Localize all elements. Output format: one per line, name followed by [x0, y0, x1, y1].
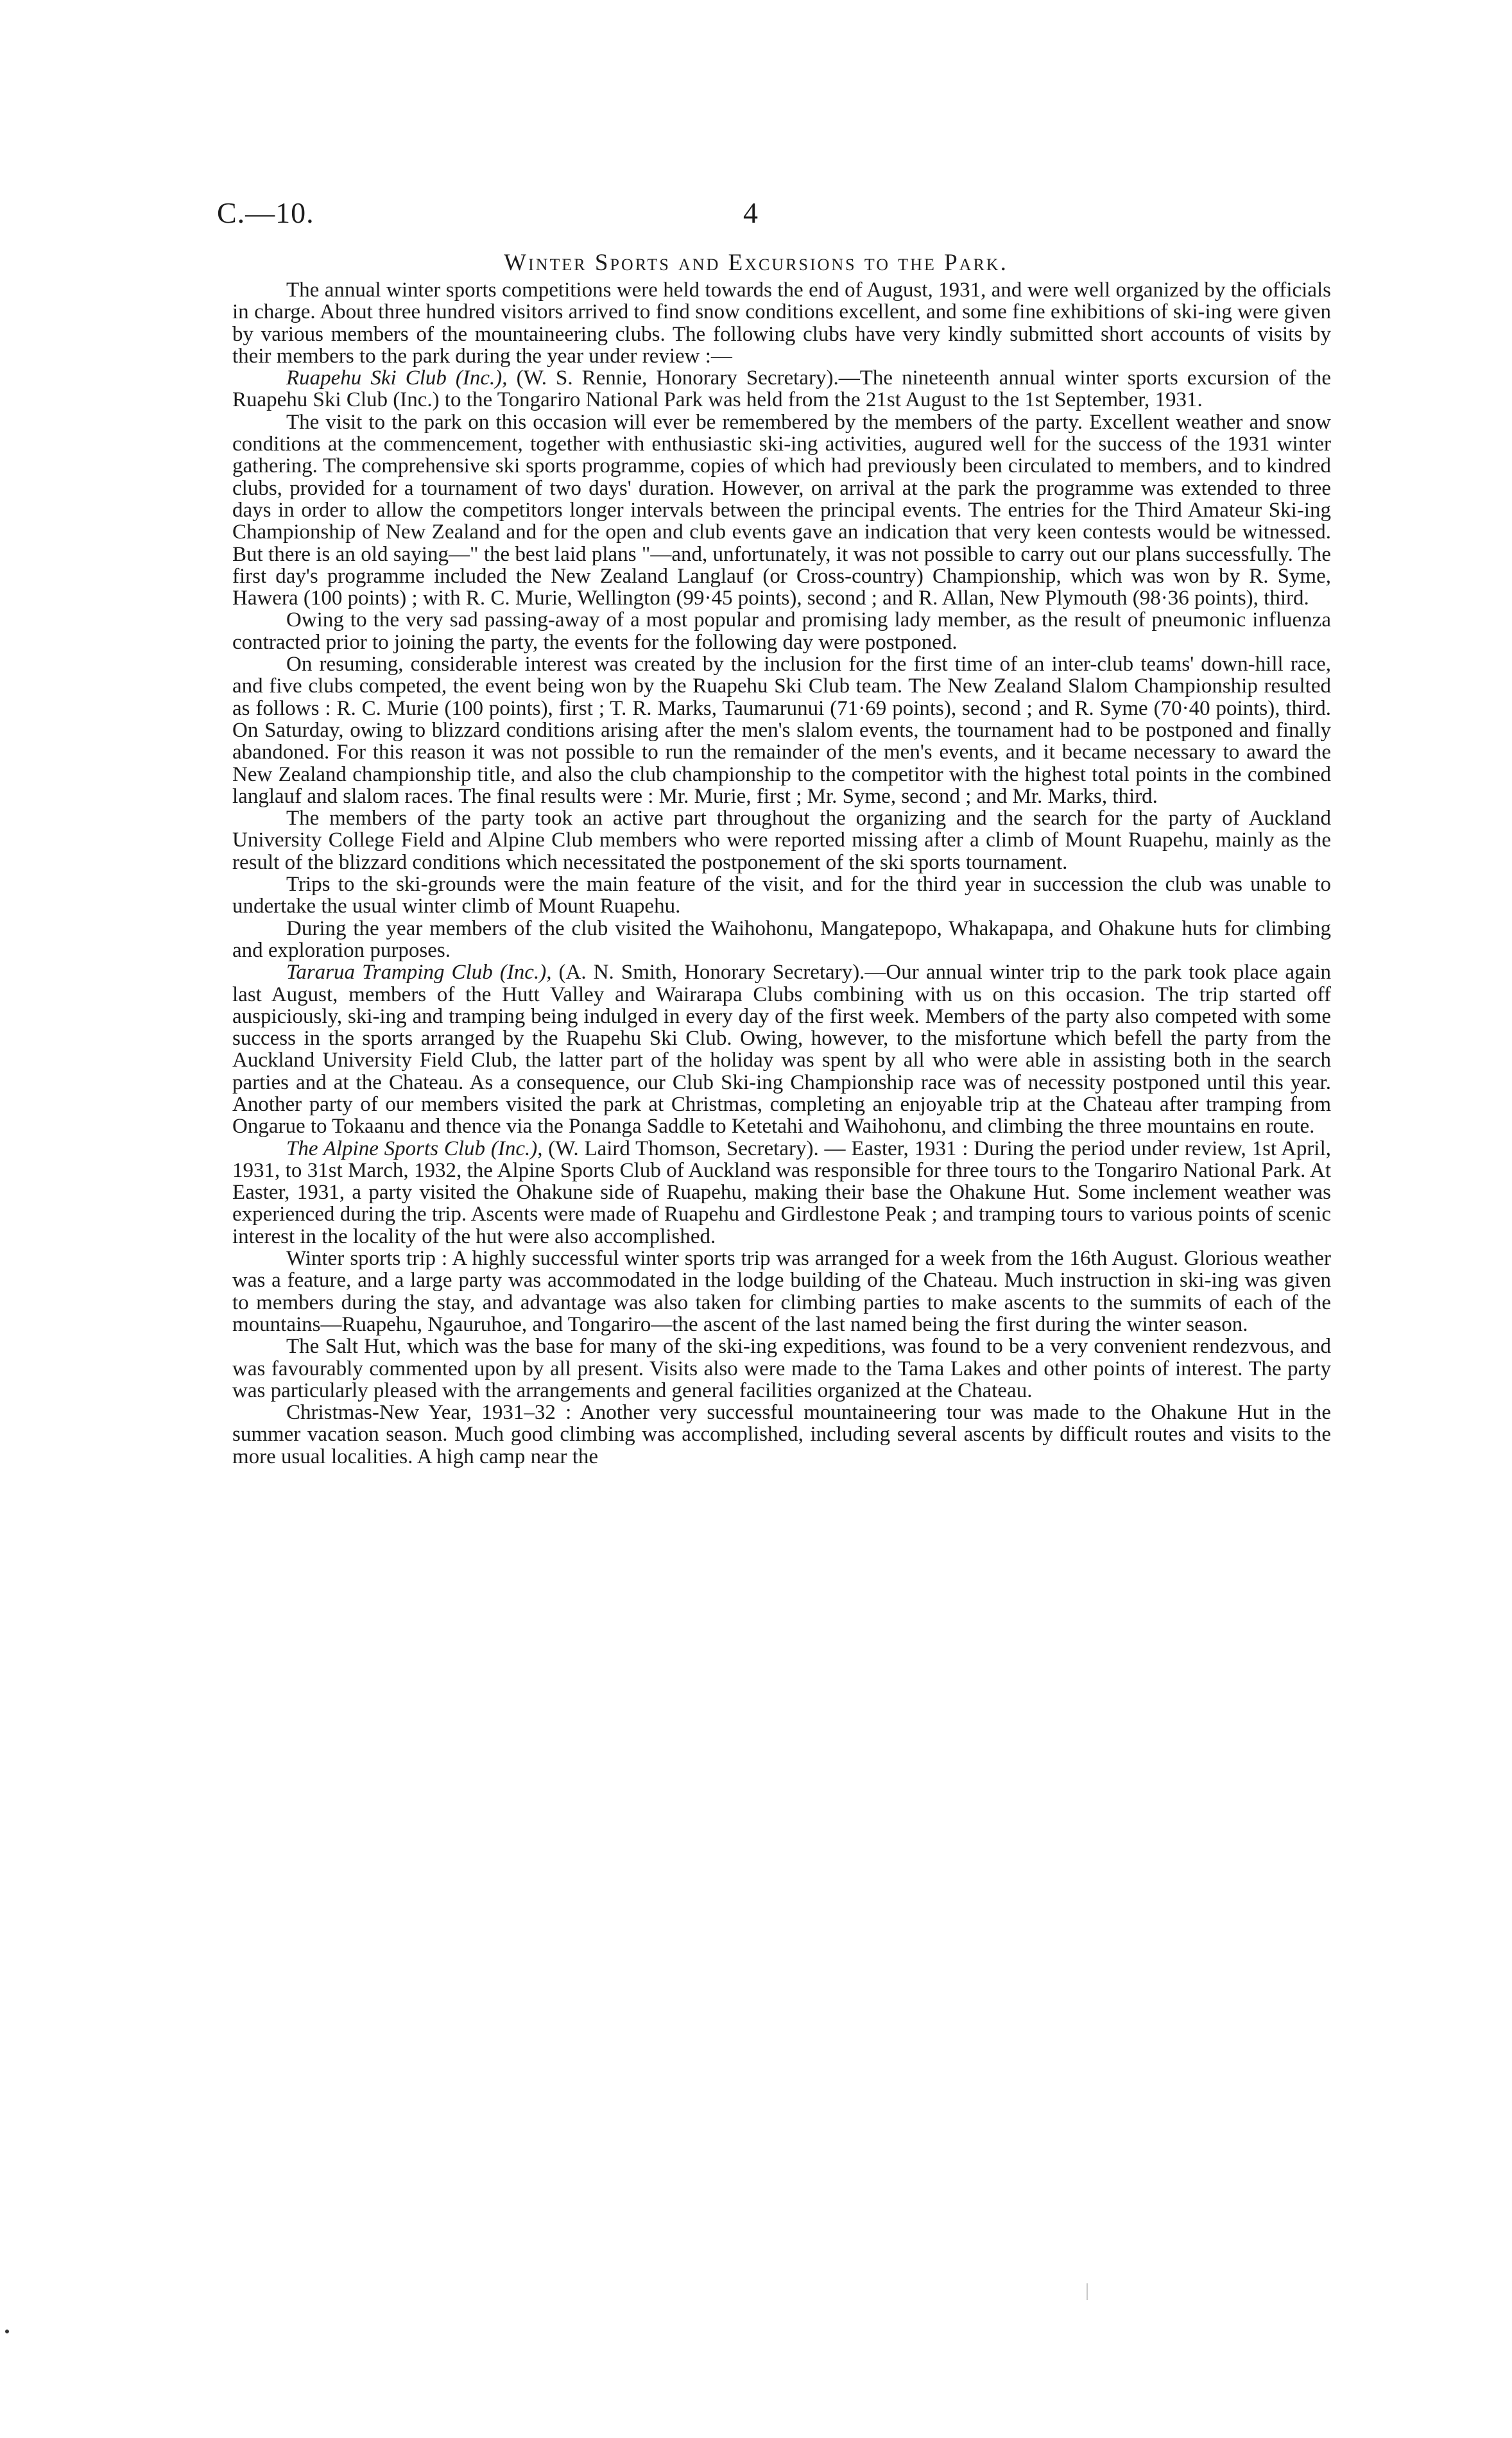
paragraph-text: (A. N. Smith, Honorary Secretary).—Our annual winter trip to the park took place again last August, members of the Hutt Valley and Wairarapa Clubs combining with us on this occasion. The trip started off auspiciously, ski-ing and tramping being indulged in every day of the first week. Members of the party also competed with some success in the sports arranged by the Ruapehu Ski Club. Owing, however, to the misfortune which befell the party from the Auckland University Field Club, the latter part of the holiday was spent by all who were able in assisting both in the search parties and at the Chateau. As a consequence, our Club Ski-ing Championship race was of necessity postponed until this year. Another party of our members visited the park at Christmas, completing an enjoyable trip at the Chateau after tramping from Ongarue to Tokaanu and thence via the Ponanga Saddle to Ketetahi and Waihohonu, and climbing the three mountains en route. — [232, 961, 1331, 1138]
paragraph — [232, 1248, 1331, 1335]
scan-speck — [5, 2330, 9, 2333]
body-text — [232, 279, 1331, 1468]
paragraph — [232, 609, 1331, 653]
paragraph-text: The Salt Hut, which was the base for many of the ski-ing expeditions, was found to be a very convenient rendezvous, and was favourably commented upon by all present. Visits also were made to the Tama Lakes and other points of interest. The party was particularly pleased with the arrangements and general facilities organized at the Chateau. — [232, 1335, 1331, 1402]
club-name: Ruapehu Ski Club (Inc.), — [286, 366, 508, 390]
paragraph-text: Christmas-New Year, 1931–32 : Another very successful mountaineering tour was made to the Ohakune Hut in the summer vacation season. Much good climbing was accomplished, including several ascents by difficult routes and visits to the more usual localities. A high camp near the — [232, 1401, 1331, 1468]
paragraph — [232, 1138, 1331, 1248]
paragraph-text: (W. Laird Thomson, Secretary). — Easter, 1931 : During the period under review, 1st April, 1931, to 31st March, 1932, the Alpine Sports Club of Auckland was responsible for three tours to the Tongariro National Park. At Easter, 1931, a party visited the Ohakune side of Ruapehu, making their base the Ohakune Hut. Some inclement weather was experienced during the trip. Ascents were made of Ruapehu and Girdlestone Peak ; and tramping tours to various points of scenic interest in the locality of the hut were also accomplished. — [232, 1137, 1331, 1248]
paragraph — [232, 873, 1331, 918]
paragraph-text: Trips to the ski-grounds were the main feature of the visit, and for the third year in succession the club was unable to undertake the usual winter climb of Mount Ruapehu. — [232, 873, 1331, 918]
section-title: Winter Sports and Excursions to the Park. — [504, 250, 1008, 276]
paragraph-text: Owing to the very sad passing-away of a most popular and promising lady member, as the result of pneumonic influenza contracted prior to joining the party, the events for the following day were postponed. — [232, 608, 1331, 654]
document-reference: C.—10. — [217, 196, 314, 229]
club-name: The Alpine Sports Club (Inc.), — [286, 1137, 543, 1160]
scan-mark — [1087, 2283, 1088, 2300]
paragraph-text: (W. S. Rennie, Honorary Secretary).—The nineteenth annual winter sports excursion of the Ruapehu Ski Club (Inc.) to the Tongariro National Park was held from the 21st August to the 1st September, 1931. — [232, 366, 1331, 412]
paragraph-text: Winter sports trip : A highly successful winter sports trip was arranged for a week from the 16th August. Glorious weather was a feature, and a large party was accommodated in the lodge building of the Chateau. Much instruction in ski-ing was given to members during the stay, and advantage was also taken for climbing parties to make ascents to the summits of each of the mountains—Ruapehu, Ngauruhoe, and Tongariro—the ascent of the last named being the first during the winter season. — [232, 1247, 1331, 1336]
paragraph — [232, 279, 1331, 367]
page-number: 4 — [743, 196, 759, 229]
paragraph — [232, 961, 1331, 1137]
paragraph — [232, 411, 1331, 610]
club-name: Tararua Tramping Club (Inc.), — [286, 961, 552, 984]
paragraph — [232, 1402, 1331, 1468]
paragraph — [232, 1335, 1331, 1402]
paragraph-text: The annual winter sports competitions were held towards the end of August, 1931, and were well organized by the officials in charge. About three hundred visitors arrived to find snow conditions excellent, and some fine exhibitions of ski-ing were given by various members of the mountaineering clubs. The following clubs have very kindly submitted short accounts of visits by their members to the park during the year under review :— — [232, 279, 1331, 368]
paragraph — [232, 367, 1331, 411]
paragraph — [232, 918, 1331, 962]
paragraph-text: On resuming, considerable interest was created by the inclusion for the first time of an inter-club teams' down-hill race, and five clubs competed, the event being won by the Ruapehu Ski Club team. The New Zealand Slalom Championship resulted as follows : R. C. Murie (100 points), first ; T. R. Marks, Taumarunui (71·69 points), second ; and R. Syme (70·40 points), third. On Saturday, owing to blizzard conditions arising after the men's slalom events, the tournament had to be postponed and finally abandoned. For this reason it was not possible to run the remainder of the men's events, and it became necessary to award the New Zealand championship title, and also the club championship to the competitor with the highest total points in the combined langlauf and slalom races. The final results were : Mr. Murie, first ; Mr. Syme, second ; and Mr. Marks, third. — [232, 653, 1331, 808]
paragraph-text: The visit to the park on this occasion will ever be remembered by the members of the party. Excellent weather and snow conditions at the commencement, together with enthusiastic ski-ing activities, augured well for the success of the 1931 winter gathering. The comprehensive ski sports programme, copies of which had previously been circulated to members, and to kindred clubs, provided for a tournament of two days' duration. However, on arrival at the park the programme was extended to three days in order to allow the competitors longer intervals between the principal events. The entries for the Third Amateur Ski-ing Championship of New Zealand and for the open and club events gave an indication that very keen contests would be witnessed. But there is an old saying—" the best laid plans "—and, unfortunately, it was not possible to carry out our plans successfully. The first day's programme included the New Zealand Langlauf (or Cross-country) Championship, which was won by R. Syme, Hawera (100 points) ; with R. C. Murie, Wellington (99·45 points), second ; and R. Allan, New Plymouth (98·36 points), third. — [232, 410, 1331, 610]
paragraph-text: The members of the party took an active part throughout the organizing and the search for the party of Auckland University College Field and Alpine Club members who were reported missing after a climb of Mount Ruapehu, mainly as the result of the blizzard conditions which necessitated the postponement of the ski sports tournament. — [232, 807, 1331, 874]
paragraph — [232, 653, 1331, 807]
paragraph-text: During the year members of the club visited the Waihohonu, Mangatepopo, Whakapapa, and Ohakune huts for climbing and exploration purposes. — [232, 916, 1331, 962]
paragraph — [232, 807, 1331, 873]
